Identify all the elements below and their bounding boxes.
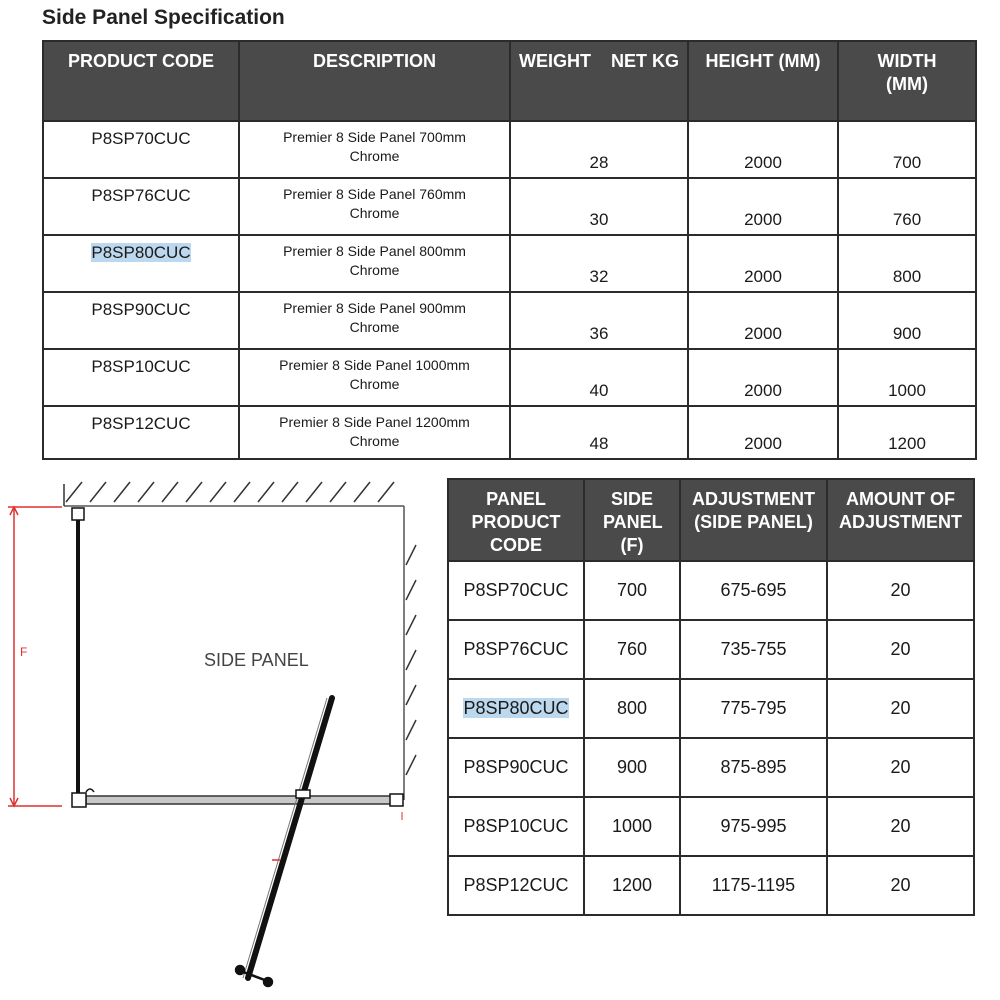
adjustment-cell: 1175-1195 — [680, 856, 827, 915]
table-row — [43, 121, 976, 178]
spec-header-row — [43, 41, 976, 121]
amount-cell: 20 — [827, 856, 974, 915]
panel-code-cell — [448, 738, 584, 797]
panel-code: P8SP70CUC — [463, 580, 569, 600]
table-row — [448, 679, 974, 738]
amount-cell: 20 — [827, 561, 974, 620]
page-title: Side Panel Specification — [42, 6, 285, 29]
product-code: P8SP12CUC — [91, 414, 191, 433]
corner-bracket — [72, 793, 86, 807]
product-code-cell — [43, 235, 239, 292]
adjust-header-adjustment: ADJUSTMENT (SIDE PANEL) — [680, 479, 827, 561]
height-cell: 2000 — [688, 406, 838, 459]
product-code: P8SP76CUC — [91, 186, 191, 205]
product-code: P8SP90CUC — [91, 300, 191, 319]
adjustment-table — [447, 478, 975, 916]
weight-cell: 36 — [510, 292, 688, 349]
spec-header-weight: WEIGHT NET KG — [510, 41, 688, 121]
height-cell: 2000 — [688, 178, 838, 235]
panel-code-cell — [448, 679, 584, 738]
top-wall-bracket — [72, 508, 84, 520]
side-panel-label: SIDE PANEL — [204, 650, 309, 670]
side-panel-cell: 800 — [584, 679, 680, 738]
width-cell: 1000 — [838, 349, 976, 406]
corner-clip — [86, 789, 94, 792]
description-cell: Premier 8 Side Panel 700mm Chrome — [239, 121, 510, 178]
adjust-header-amount: AMOUNT OF ADJUSTMENT — [827, 479, 974, 561]
adjustment-cell: 675-695 — [680, 561, 827, 620]
description-cell: Premier 8 Side Panel 1200mm Chrome — [239, 406, 510, 459]
panel-code-cell — [448, 797, 584, 856]
highlighted-product-code: P8SP80CUC — [91, 243, 191, 262]
table-row — [448, 620, 974, 679]
panel-code: P8SP10CUC — [463, 816, 569, 836]
door-handle-icon — [236, 966, 272, 986]
door-hinge — [296, 790, 310, 798]
table-row — [43, 235, 976, 292]
side-panel-cell: 1000 — [584, 797, 680, 856]
side-panel-cell: 900 — [584, 738, 680, 797]
width-cell: 700 — [838, 121, 976, 178]
spec-header-width: WIDTH (MM) — [838, 41, 976, 121]
width-cell: 1200 — [838, 406, 976, 459]
height-cell: 2000 — [688, 349, 838, 406]
weight-cell: 30 — [510, 178, 688, 235]
description-cell: Premier 8 Side Panel 800mm Chrome — [239, 235, 510, 292]
side-panel-cell: 700 — [584, 561, 680, 620]
top-wall-hatching — [66, 482, 394, 502]
weight-cell: 48 — [510, 406, 688, 459]
side-panel-cell: 760 — [584, 620, 680, 679]
panel-code-cell — [448, 856, 584, 915]
table-row — [448, 856, 974, 915]
adjustment-cell: 775-795 — [680, 679, 827, 738]
height-cell: 2000 — [688, 121, 838, 178]
highlighted-panel-code: P8SP80CUC — [463, 698, 569, 718]
description-cell: Premier 8 Side Panel 760mm Chrome — [239, 178, 510, 235]
width-cell: 800 — [838, 235, 976, 292]
amount-cell: 20 — [827, 797, 974, 856]
table-row — [43, 406, 976, 459]
panel-code-cell — [448, 620, 584, 679]
amount-cell: 20 — [827, 679, 974, 738]
bottom-rail — [86, 796, 392, 804]
spec-header-product-code: PRODUCT CODE — [43, 41, 239, 121]
spec-header-height: HEIGHT (MM) — [688, 41, 838, 121]
adjustment-cell: 975-995 — [680, 797, 827, 856]
right-wall-hatching — [406, 545, 416, 775]
description-cell: Premier 8 Side Panel 1000mm Chrome — [239, 349, 510, 406]
product-code: P8SP70CUC — [91, 129, 191, 148]
adjust-header-product-code: PANEL PRODUCT CODE — [448, 479, 584, 561]
door-panel — [248, 698, 332, 978]
side-panel-glass — [76, 514, 80, 800]
product-code-cell — [43, 292, 239, 349]
table-row — [448, 561, 974, 620]
product-code-cell — [43, 406, 239, 459]
product-code-cell — [43, 349, 239, 406]
product-code-cell — [43, 178, 239, 235]
height-cell: 2000 — [688, 235, 838, 292]
side-panel-cell: 1200 — [584, 856, 680, 915]
description-cell: Premier 8 Side Panel 900mm Chrome — [239, 292, 510, 349]
adjust-header-row — [448, 479, 974, 561]
side-panel-diagram — [0, 470, 440, 1000]
dimension-f-label: F — [20, 645, 28, 659]
weight-cell: 32 — [510, 235, 688, 292]
weight-cell: 40 — [510, 349, 688, 406]
amount-cell: 20 — [827, 620, 974, 679]
width-cell: 900 — [838, 292, 976, 349]
product-code-cell — [43, 121, 239, 178]
panel-code: P8SP12CUC — [463, 875, 569, 895]
amount-cell: 20 — [827, 738, 974, 797]
height-cell: 2000 — [688, 292, 838, 349]
door-panel-edge — [243, 698, 327, 978]
spec-header-description: DESCRIPTION — [239, 41, 510, 121]
product-code: P8SP10CUC — [91, 357, 191, 376]
table-row — [43, 178, 976, 235]
table-row — [448, 797, 974, 856]
weight-cell: 28 — [510, 121, 688, 178]
panel-code: P8SP90CUC — [463, 757, 569, 777]
adjust-header-side-panel: SIDE PANEL (F) — [584, 479, 680, 561]
panel-code-cell — [448, 561, 584, 620]
dimension-f-marker — [8, 507, 62, 806]
table-row — [43, 292, 976, 349]
panel-code: P8SP76CUC — [463, 639, 569, 659]
adjustment-cell: 735-755 — [680, 620, 827, 679]
spec-table — [42, 40, 977, 460]
adjustment-cell: 875-895 — [680, 738, 827, 797]
rail-end-bracket — [390, 794, 403, 806]
table-row — [448, 738, 974, 797]
table-row — [43, 349, 976, 406]
width-cell: 760 — [838, 178, 976, 235]
